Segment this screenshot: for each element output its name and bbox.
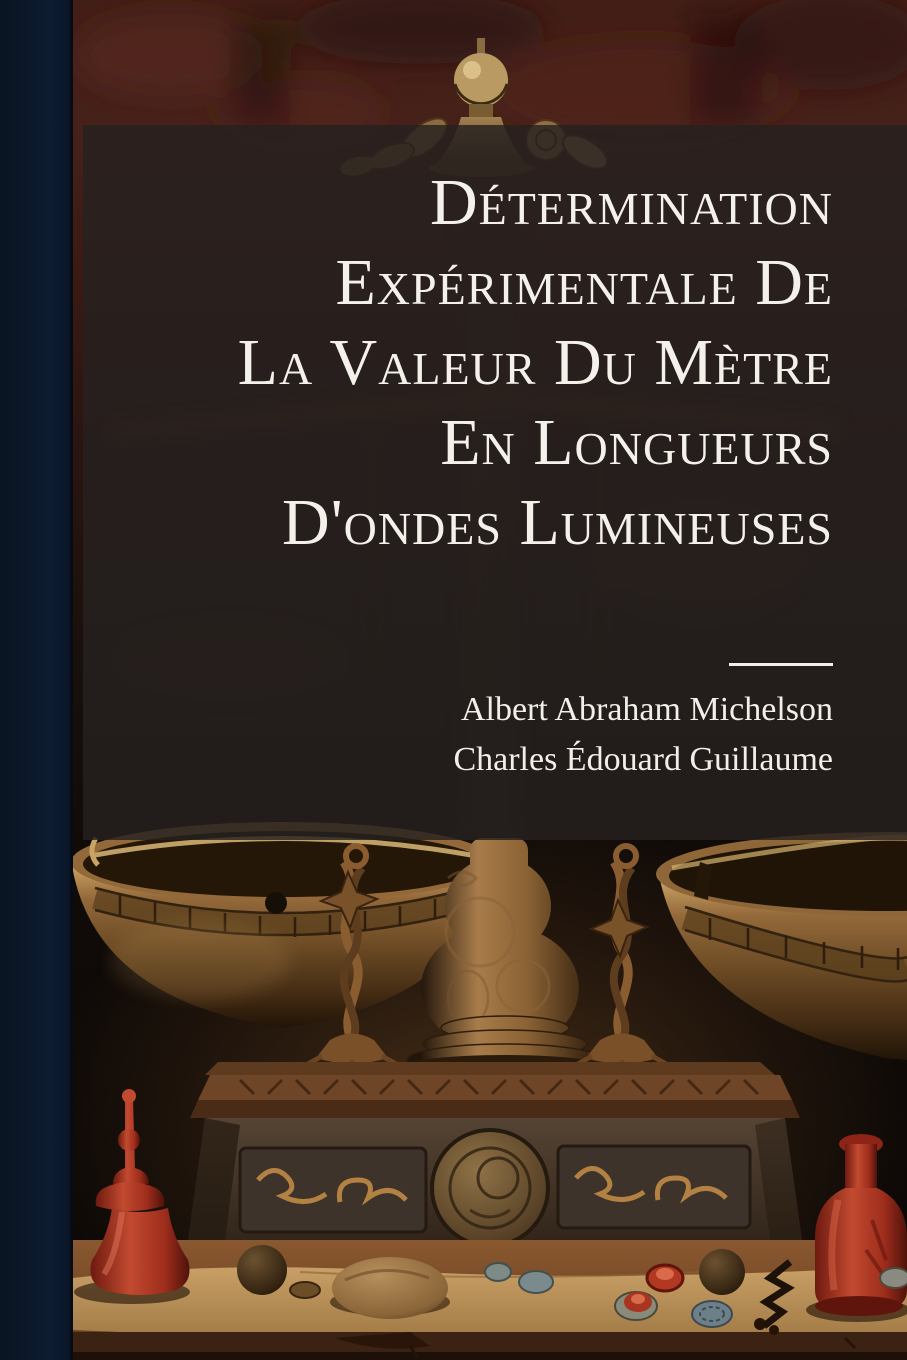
medallion bbox=[432, 1130, 548, 1246]
author-name: Albert Abraham Michelson bbox=[460, 691, 833, 728]
book-spine bbox=[0, 0, 73, 1360]
spine-edge bbox=[70, 0, 73, 1360]
title-line: La Valeur Du Mètre bbox=[237, 326, 833, 399]
title-author-divider bbox=[729, 663, 833, 666]
wooden-table bbox=[73, 1240, 907, 1360]
title-line: Expérimentale De bbox=[335, 246, 833, 319]
author-block bbox=[453, 685, 833, 785]
title-line: D'ondes Lumineuses bbox=[282, 486, 833, 559]
title-line: En Longueurs bbox=[440, 406, 833, 479]
box-foot-ball-left bbox=[237, 1245, 287, 1295]
author-name: Charles Édouard Guillaume bbox=[453, 741, 833, 778]
pedestal-box bbox=[182, 1062, 808, 1260]
book-title bbox=[238, 163, 833, 563]
title-panel bbox=[83, 125, 907, 840]
title-line: Détermination bbox=[429, 166, 833, 239]
box-foot-ball-right bbox=[699, 1249, 745, 1295]
